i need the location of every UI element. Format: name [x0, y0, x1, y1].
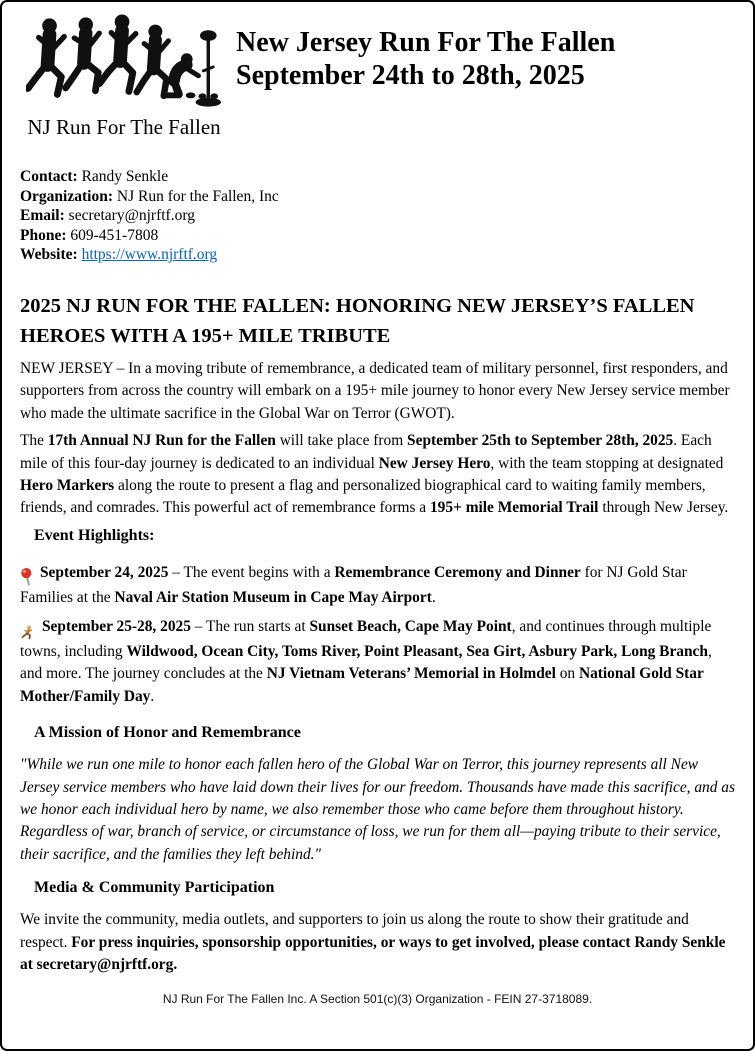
organization-label: Organization: — [20, 187, 113, 205]
phone-label: Phone: — [20, 226, 67, 244]
contact-row-organization — [20, 187, 735, 207]
headline: 2025 NJ RUN FOR THE FALLEN: HONORING NEW JERSEY’S FALLEN HEROES WITH A 195+ MILE TRIBUTE — [20, 294, 695, 347]
contact-row-phone — [20, 226, 735, 246]
title-line-2: September 24th to 28th, 2025 — [236, 60, 585, 91]
email-value: secretary@njrftf.org — [68, 207, 195, 225]
contact-row-contact — [20, 167, 735, 187]
title-line-1: New Jersey Run For The Fallen — [236, 27, 616, 58]
page-title — [236, 12, 615, 92]
media-heading: Media & Community Participation — [34, 879, 275, 897]
runner-icon — [20, 619, 35, 641]
highlight-sept-24-text: September 24, 2025 – The event begins with a Remembrance Ceremony and Dinner for NJ Gold Star Families at the Naval Air Station Museum in Cape May Airport. — [20, 563, 687, 607]
highlight-sept-25-28-text: September 25-28, 2025 – The run starts at Sunset Beach, Cape May Point, and continues through multiple towns, including Wildwood, Ocean City, Toms River, Point Pleasant, Sea Girt, Asbury Park, Long Branch, and more. The journey concludes at the NJ Vietnam Veterans’ Memorial in Holmdel on National Gold Star Mother/Family Day. — [20, 617, 712, 705]
phone-value: 609-451-7808 — [70, 226, 159, 244]
contact-label: Contact: — [20, 168, 78, 185]
runners-and-battlefield-cross-icon — [26, 14, 222, 114]
mission-quote: "While we run one mile to honor each fallen hero of the Global War on Terror, this journey represents all New Jersey service members who have laid down their lives for our freedom. Thousands have made this sacrifice, and as we honor each individual hero by name, we also remember those who came before them throughout history. Regardless of war, branch of service, or circumstance of loss, we run for them all—paying tribute to their service, their sacrifice, and the families they left behind." — [20, 756, 735, 863]
contact-value: Randy Senkle — [81, 168, 169, 185]
contact-row-website — [20, 245, 735, 265]
contact-block — [20, 167, 735, 265]
website-link[interactable]: https://www.njrftf.org — [81, 246, 218, 264]
header — [20, 12, 735, 139]
email-label: Email: — [20, 207, 65, 225]
overview-paragraph: The 17th Annual NJ Run for the Fallen will take place from September 25th to September 28th, 2025. Each mile of this four-day journey is dedicated to an individual New Jersey Hero, with the team stopping at designated Hero Markers along the route to present a flag and personalized biographical card to waiting family members, friends, and comrades. This powerful act of remembrance forms a 195+ mile Memorial Trail through New Jersey. — [20, 432, 729, 517]
event-highlights-heading: Event Highlights: — [34, 526, 155, 544]
intro-paragraph: NEW JERSEY – In a moving tribute of remembrance, a dedicated team of military personnel, first responders, and supporters from across the country will embark on a 195+ mile journey to honor every New Jersey service member who made the ultimate sacrifice in the Global War on Terror (GWOT). — [20, 359, 730, 422]
contact-row-email — [20, 206, 735, 226]
organization-value: NJ Run for the Fallen, Inc — [116, 187, 279, 205]
media-paragraph: We invite the community, media outlets, and supporters to join us along the route to show their gratitude and respect. For press inquiries, sponsorship opportunities, or ways to get involved, please contact Randy Senkle at secretary@njrftf.org. — [20, 911, 726, 974]
round-pushpin-icon — [20, 565, 33, 587]
footer-text: NJ Run For The Fallen Inc. A Section 501(c)(3) Organization - FEIN 27-3718089. — [162, 991, 593, 1006]
website-label: Website: — [20, 246, 78, 264]
highlight-sept-24 — [20, 562, 735, 610]
logo — [20, 12, 228, 139]
logo-caption: NJ Run For The Fallen — [27, 115, 221, 139]
mission-heading: A Mission of Honor and Remembrance — [34, 724, 301, 742]
highlight-sept-25-28 — [20, 616, 735, 709]
